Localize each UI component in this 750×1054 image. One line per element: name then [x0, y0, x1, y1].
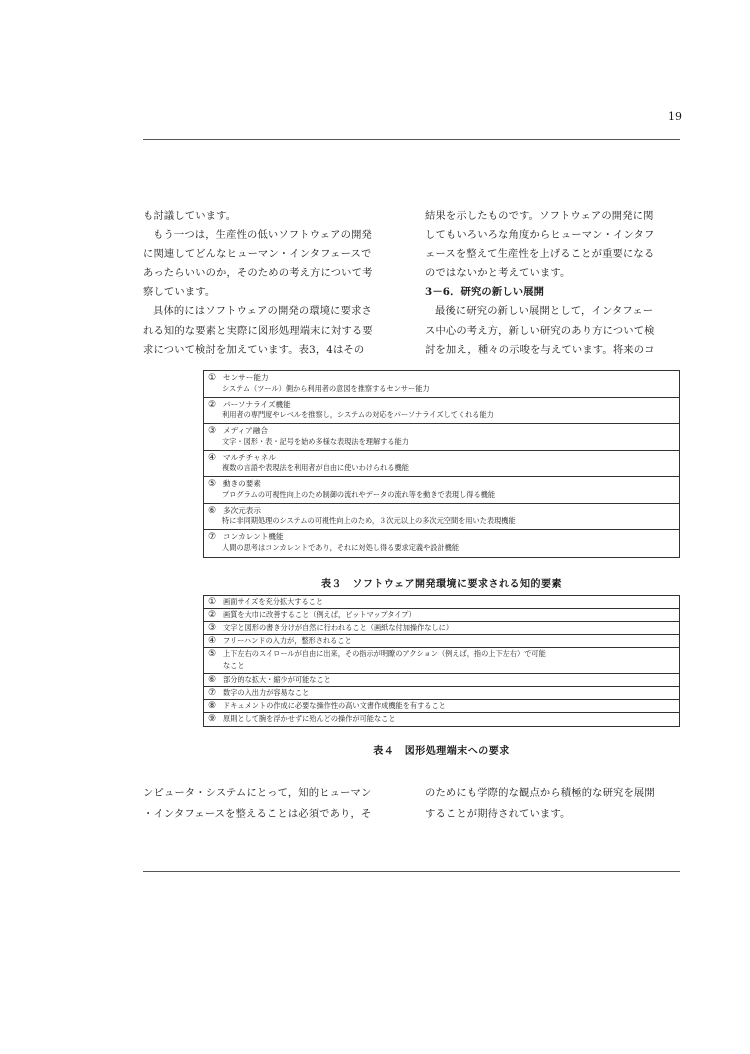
row-title: センサー能力: [223, 373, 269, 382]
paragraph-line: もう一つは，生産性の低いソフトウェアの開発: [153, 229, 372, 242]
row-text: 文字と図形の書き分けが自然に行われること（画紙な付加操作なしに）: [223, 623, 454, 632]
row-number: ⑦: [208, 688, 217, 698]
paragraph-line: も討議しています。: [143, 210, 237, 222]
table-row: [204, 713, 679, 726]
row-description: 複数の言語や表現法を利用者が自由に使いわけられる機能: [222, 463, 409, 472]
table-3-caption: 表３ ソフトウェア開発環境に要求される知的要素: [320, 579, 563, 590]
table-row: [204, 700, 679, 713]
paragraph-line: してもいろいろな角度からヒューマン・インタフ: [425, 229, 655, 242]
paragraph-line: 具体的にはソフトウェアの開発の環境に要求さ: [153, 305, 372, 318]
row-description: 人間の思考はコンカレントであり，それに対処し得る要求定義や設計機能: [222, 542, 460, 552]
row-text: 上下左右のスイロールが自由に出来，その指示が明瞭のアクション（例えば，指の上下左右）で可能: [223, 649, 546, 658]
paragraph-line: に関連してどんなヒューマン・インタフェースで: [143, 248, 372, 261]
table-row: [204, 371, 679, 398]
row-number: ①: [208, 597, 217, 607]
table-row: [204, 687, 679, 700]
row-number: ⑦: [208, 532, 217, 542]
paragraph-line: することが期待されています。: [425, 808, 571, 820]
row-number: ⑧: [208, 701, 217, 711]
row-description: システム（ツール）側から利用者の意図を推察するセンサー能力: [222, 383, 430, 393]
bottom-left-column: [143, 783, 371, 825]
table-row: [204, 424, 679, 451]
paragraph-line: 討を加え，種々の示唆を与えています。将来のコ: [425, 343, 655, 356]
table-row: [204, 622, 679, 635]
row-description: 利用者の専門度やレベルを推察し，システムの対応をパーソナライズしてくれる能力: [222, 410, 494, 419]
table-row: [204, 648, 679, 674]
row-description: 文字・図形・表・記号を始め多様な表現法を理解する能力: [222, 436, 409, 446]
table-row: [204, 477, 679, 504]
paragraph-line: 求について検討を加えています。表3，4はその: [143, 343, 365, 356]
row-number: ①: [208, 373, 217, 383]
left-column: [143, 207, 398, 360]
row-title: 動きの要素: [223, 479, 261, 488]
row-number: ⑨: [208, 714, 217, 724]
row-number: ③: [208, 623, 217, 633]
table-row: [204, 530, 679, 557]
row-title: メディア融合: [223, 426, 268, 435]
paragraph-line: ンピュータ・システムにとって，知的ヒューマン: [143, 787, 372, 799]
top-rule: [143, 139, 680, 140]
table-4-caption: 表４ 図形処理端末への要求: [373, 746, 510, 757]
row-title: パーソナライズ機能: [223, 399, 291, 409]
row-number: ⑥: [208, 675, 217, 685]
table-row: [204, 674, 679, 687]
bottom-rule: [143, 871, 680, 872]
row-number: ⑤: [208, 479, 217, 489]
table-row: [204, 504, 679, 531]
paragraph-line: 結果を示したものです。ソフトウェアの開発に関: [425, 210, 654, 222]
row-number: ②: [208, 399, 217, 410]
section-heading: 3－6．研究の新しい展開: [425, 286, 545, 299]
paragraph-line: ス中心の考え方，新しい研究のあり方について検: [425, 324, 655, 337]
table-row: [204, 451, 679, 478]
row-text-continued: なこと: [223, 661, 245, 670]
paragraph-line: ・インタフェースを整えることは必須であり，そ: [143, 808, 372, 820]
row-title: コンカレント機能: [223, 532, 284, 541]
row-description: 特に非同期処理のシステムの可視性向上のため，３次元以上の多次元空間を用いた表現機能: [222, 516, 516, 525]
right-column: [425, 207, 680, 360]
paragraph-line: 察しています。: [143, 286, 216, 299]
paragraph-line: 最後に研究の新しい展開として，インタフェー: [435, 305, 654, 318]
paragraph-line: のためにも学際的な観点から積極的な研究を展開: [425, 787, 655, 799]
row-text: 原則として腕を浮かせずに殆んどの操作が可能なこと: [223, 714, 396, 723]
row-description: プログラムの可視性向上のため制御の流れやデータの流れ等を動きで表現し得る機能: [222, 489, 496, 499]
row-title: 多次元表示: [223, 505, 261, 515]
table-row: [204, 596, 679, 609]
table-row: [204, 609, 679, 622]
row-number: ②: [208, 610, 217, 620]
paragraph-line: あったらいいのか，そのための考え方について考: [143, 267, 373, 280]
table-4: [203, 595, 680, 727]
table-row: [204, 398, 679, 425]
row-text: ドキュメントの作成に必要な操作性の高い文書作成機能を有すること: [223, 701, 446, 710]
paragraph-line: れる知的な要素と実際に図形処理端末に対する要: [143, 324, 373, 337]
page-number: 19: [668, 110, 682, 123]
row-text: 数字の入出力が容易なこと: [223, 688, 310, 697]
paragraph-line: ェースを整えて生産性を上げることが重要になる: [425, 248, 655, 261]
row-text: 画質を大巾に改善すること（例えば，ビットマップタイプ）: [223, 610, 416, 619]
row-title: マルチチャネル: [223, 452, 276, 462]
row-text: フリーハンドの入力が，整形されること: [223, 636, 352, 645]
row-number: ④: [208, 452, 217, 463]
table-3: [203, 370, 680, 558]
table-row: [204, 635, 679, 648]
paragraph-line: のではないかと考えています。: [425, 267, 571, 280]
row-text: 画面サイズを充分拡大すること: [223, 597, 324, 606]
row-number: ⑤: [208, 649, 217, 659]
row-number: ④: [208, 636, 217, 646]
row-text: 部分的な拡大・縮少が可能なこと: [223, 675, 331, 684]
row-number: ③: [208, 426, 217, 436]
bottom-right-column: [425, 783, 655, 825]
row-number: ⑥: [208, 505, 217, 516]
